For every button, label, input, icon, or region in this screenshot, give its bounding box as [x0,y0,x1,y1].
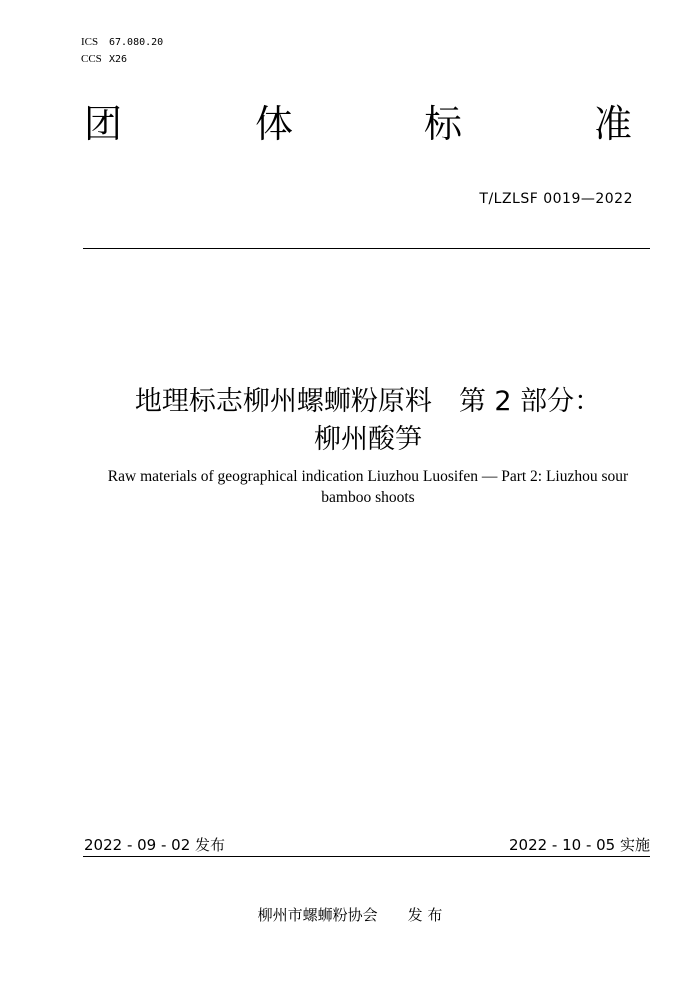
chinese-title-line-1: 地理标志柳州螺蛳粉原料 第 2 部分： [134,386,602,417]
ccs-code [81,51,163,68]
standard-type-heading [84,100,640,148]
chinese-title-line-2: 柳州酸笋 [314,424,422,455]
english-title [70,466,666,508]
publisher-name: 柳州市螺蛳粉协会 [257,906,378,924]
publish-action: 发 布 [407,906,443,924]
bottom-divider [83,856,650,857]
standard-type-char-3: 标 [424,102,463,146]
implementation-date: 2022 - 10 - 05 实施 [508,836,650,854]
ccs-value: X26 [109,54,128,65]
ics-code [81,34,163,51]
standard-type-char-2: 体 [255,102,294,146]
publisher-line [0,904,700,925]
standard-type-char-1: 团 [84,102,123,146]
top-divider [83,248,650,249]
standard-number: T/LZLSF 0019—2022 [479,191,633,207]
issue-date: 2022 - 09 - 02 发布 [84,836,226,854]
standard-type-char-4: 准 [594,102,633,146]
ccs-label: CCS [81,53,102,65]
english-title-line-2: bamboo shoots [321,489,415,506]
ics-label: ICS [81,36,99,48]
english-title-line-1: Raw materials of geographical indication Liuzhou Luosifen — Part 2: Liuzhou sour [107,468,629,485]
classification-codes [81,34,163,68]
ics-value: 67.080.20 [109,37,164,48]
